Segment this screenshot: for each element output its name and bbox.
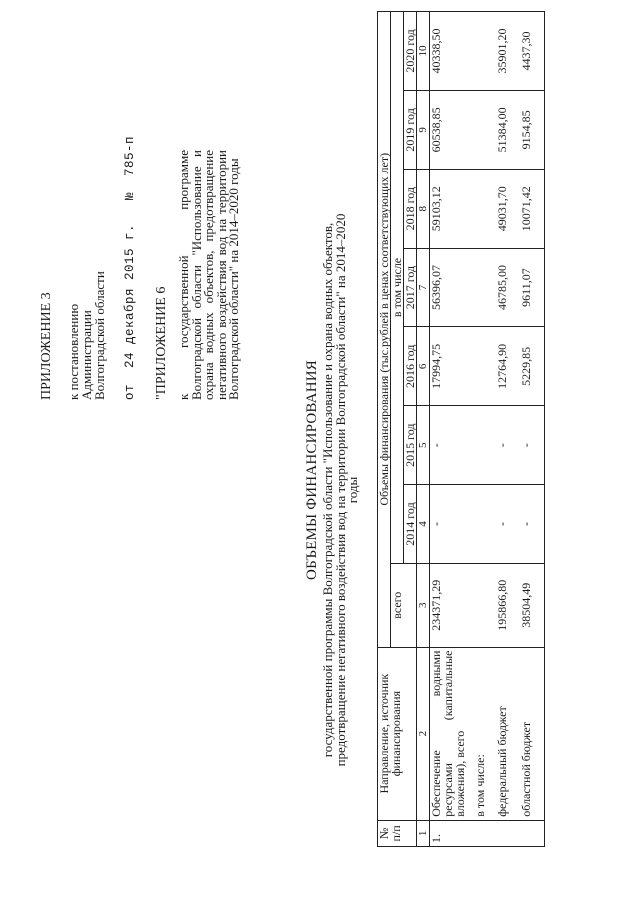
row-num xyxy=(474,820,496,846)
document-subtitle xyxy=(322,210,360,770)
row-year-value: 46785,00 xyxy=(496,248,520,327)
row-year-value xyxy=(474,327,496,406)
header-year: 2020 год xyxy=(404,12,417,91)
row-direction: Обеспечение водными ресурсами (капитальные вложения), всего xyxy=(430,647,475,820)
row-year-value: 17994,75 xyxy=(430,327,475,406)
row-year-value xyxy=(474,485,496,564)
resolution-line: к постановлению xyxy=(66,303,81,400)
header-year: 2017 год xyxy=(404,248,417,327)
column-index: 10 xyxy=(417,12,430,91)
row-year-value: 56396,07 xyxy=(430,248,475,327)
row-total xyxy=(474,563,496,647)
row-year-value: 9154,85 xyxy=(520,90,545,169)
row-year-value xyxy=(474,90,496,169)
resolution-line: Администрации xyxy=(79,310,94,400)
row-year-value: 9611,07 xyxy=(520,248,545,327)
row-year-value: - xyxy=(496,406,520,485)
subtitle-line: государственной программы Волгоградской области "Использование и охрана водных объектов, xyxy=(320,222,335,758)
row-year-value: - xyxy=(430,485,475,564)
row-year-value: - xyxy=(520,406,545,485)
column-index: 1 xyxy=(417,820,430,846)
row-year-value: - xyxy=(430,406,475,485)
row-total: 195866,80 xyxy=(496,563,520,647)
row-year-value xyxy=(474,248,496,327)
row-direction: областной бюджет xyxy=(520,647,545,820)
header-including: в том числе xyxy=(391,12,404,564)
row-total: 234371,29 xyxy=(430,563,475,647)
column-index: 7 xyxy=(417,248,430,327)
header-num: № п/п xyxy=(378,820,417,846)
header-direction: Направление, источник финансирования xyxy=(378,647,417,820)
row-direction: федеральный бюджет xyxy=(496,647,520,820)
table-row xyxy=(474,12,496,847)
row-year-value: - xyxy=(520,485,545,564)
subtitle-line: предотвращение негативного воздействия вод на территории Волгоградской области" на 2014–2020 годы xyxy=(332,213,360,767)
row-year-value: 60538,85 xyxy=(430,90,475,169)
row-year-value: 4437,30 xyxy=(520,12,545,91)
column-index: 6 xyxy=(417,327,430,406)
table-row xyxy=(520,12,545,847)
header-total: всего xyxy=(391,563,417,647)
column-index: 9 xyxy=(417,90,430,169)
row-year-value xyxy=(474,12,496,91)
row-year-value: 35901,20 xyxy=(496,12,520,91)
program-reference: к государственной программе Волгоградской области "Использование и охрана водных объектов, предотвращение негативного воздействия вод на территории Волгоградской области" на 2014–2020 годы xyxy=(176,150,241,400)
column-index: 3 xyxy=(417,563,430,647)
row-year-value xyxy=(474,169,496,248)
row-num xyxy=(496,820,520,846)
appendix-header xyxy=(40,5,241,400)
row-year-value: 12764,90 xyxy=(496,327,520,406)
row-year-value: 59103,12 xyxy=(430,169,475,248)
header-year: 2015 год xyxy=(404,406,417,485)
header-volumes: Объемы финансирования (тыс.рублей в ценах соответствующих лет) xyxy=(378,12,391,648)
row-year-value xyxy=(474,406,496,485)
row-year-value: 5229,85 xyxy=(520,327,545,406)
table-row xyxy=(430,12,475,847)
row-year-value: 40338,50 xyxy=(430,12,475,91)
financing-table xyxy=(377,11,545,847)
header-year: 2014 год xyxy=(404,485,417,564)
resolution-date: от 24 декабря 2015 г. № 785-п xyxy=(123,135,137,400)
row-num xyxy=(520,820,545,846)
row-direction: в том числе: xyxy=(474,647,496,820)
row-year-value: 49031,70 xyxy=(496,169,520,248)
appendix3-title: ПРИЛОЖЕНИЕ 3 xyxy=(39,292,54,400)
appendix6-title: "ПРИЛОЖЕНИЕ 6 xyxy=(154,286,169,400)
document-title: ОБЪЕМЫ ФИНАНСИРОВАНИЯ xyxy=(304,360,320,580)
column-index: 5 xyxy=(417,406,430,485)
header-year: 2016 год xyxy=(404,327,417,406)
resolution-line: Волгоградской области xyxy=(92,271,107,400)
header-year: 2018 год xyxy=(404,169,417,248)
column-index: 8 xyxy=(417,169,430,248)
column-index: 2 xyxy=(417,647,430,820)
row-year-value: 51384,00 xyxy=(496,90,520,169)
table-row xyxy=(496,12,520,847)
row-year-value: 10071,42 xyxy=(520,169,545,248)
column-index: 4 xyxy=(417,485,430,564)
row-total: 38504,49 xyxy=(520,563,545,647)
header-year: 2019 год xyxy=(404,90,417,169)
row-num: 1. xyxy=(430,820,475,846)
row-year-value: - xyxy=(496,485,520,564)
